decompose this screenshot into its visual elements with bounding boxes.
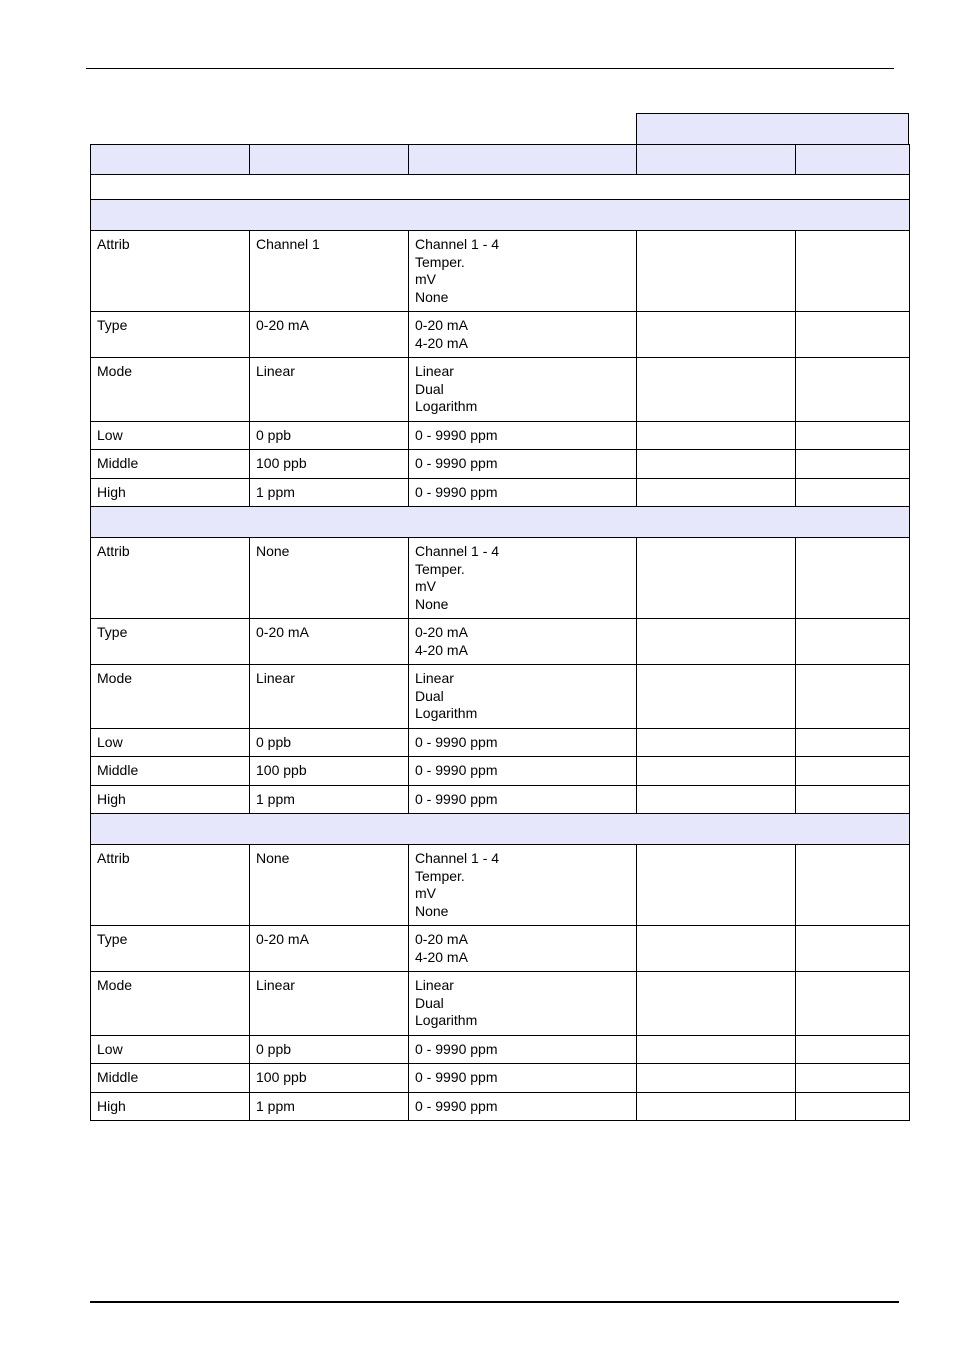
options-cell bbox=[409, 619, 637, 665]
parameter-cell: Type bbox=[91, 619, 250, 665]
options-cell bbox=[409, 785, 637, 814]
option-value: None bbox=[415, 595, 449, 612]
user-setting-cell-1 bbox=[637, 231, 796, 312]
column-header-user-1 bbox=[637, 145, 796, 175]
default-value-cell: None bbox=[250, 538, 409, 619]
options-cell bbox=[409, 450, 637, 479]
default-value-cell: Linear bbox=[250, 665, 409, 729]
option-value: mV bbox=[415, 885, 436, 901]
user-setting-cell-1 bbox=[637, 1092, 796, 1121]
parameter-cell: High bbox=[91, 1092, 250, 1121]
option-value: 0 - 9990 ppm bbox=[415, 1069, 498, 1085]
default-value-cell: Channel 1 bbox=[250, 231, 409, 312]
user-setting-cell-1 bbox=[637, 1064, 796, 1093]
option-value: Channel 1 - 4 bbox=[415, 236, 500, 252]
options-cell bbox=[409, 421, 637, 450]
table-row bbox=[91, 757, 910, 786]
output-section-header-row bbox=[91, 507, 910, 538]
default-value-cell: 1 ppm bbox=[250, 1092, 409, 1121]
option-value: Linear bbox=[415, 977, 454, 993]
user-setting-cell-2 bbox=[796, 1064, 910, 1093]
parameter-cell: Attrib bbox=[91, 538, 250, 619]
table-row bbox=[91, 1064, 910, 1093]
user-setting-cell-1 bbox=[637, 728, 796, 757]
parameter-cell: Low bbox=[91, 421, 250, 450]
parameter-cell: Middle bbox=[91, 1064, 250, 1093]
table-row bbox=[91, 450, 910, 479]
option-value: 4-20 mA bbox=[415, 948, 468, 965]
column-header-parameter bbox=[91, 145, 250, 175]
output-section-header-cell bbox=[91, 200, 910, 231]
default-value-cell: 1 ppm bbox=[250, 478, 409, 507]
output-section-header-row bbox=[91, 814, 910, 845]
settings-table bbox=[90, 144, 910, 1121]
options-cell bbox=[409, 1035, 637, 1064]
user-setting-cell-1 bbox=[637, 785, 796, 814]
output-section-header-cell bbox=[91, 814, 910, 845]
options-cell bbox=[409, 926, 637, 972]
default-value-cell: Linear bbox=[250, 358, 409, 422]
parameter-cell: Type bbox=[91, 926, 250, 972]
table-row bbox=[91, 231, 910, 312]
option-value: 4-20 mA bbox=[415, 641, 468, 658]
default-value-cell: 0 ppb bbox=[250, 728, 409, 757]
user-setting-cell-2 bbox=[796, 538, 910, 619]
option-value: Logarithm bbox=[415, 1012, 478, 1028]
option-value: Dual bbox=[415, 994, 444, 1011]
option-value: 0-20 mA bbox=[415, 317, 468, 333]
option-value: 0 - 9990 ppm bbox=[415, 426, 498, 443]
options-cell bbox=[409, 478, 637, 507]
settings-table-body bbox=[91, 145, 910, 1121]
option-value: mV bbox=[415, 271, 436, 287]
table-row bbox=[91, 926, 910, 972]
user-setting-cell-1 bbox=[637, 312, 796, 358]
user-setting-cell-2 bbox=[796, 450, 910, 479]
table-row bbox=[91, 478, 910, 507]
default-value-cell: 0 ppb bbox=[250, 1035, 409, 1064]
table-row bbox=[91, 358, 910, 422]
option-value: 0 - 9990 ppm bbox=[415, 790, 498, 807]
user-setting-cell-1 bbox=[637, 665, 796, 729]
table-row bbox=[91, 728, 910, 757]
options-cell bbox=[409, 1064, 637, 1093]
user-setting-cell-2 bbox=[796, 845, 910, 926]
table-row bbox=[91, 972, 910, 1036]
options-cell bbox=[409, 231, 637, 312]
option-value: 0-20 mA bbox=[415, 931, 468, 947]
option-value: mV bbox=[415, 578, 436, 594]
user-setting-cell-2 bbox=[796, 785, 910, 814]
table-row bbox=[91, 619, 910, 665]
user-setting-cell-2 bbox=[796, 231, 910, 312]
default-value-cell: 100 ppb bbox=[250, 1064, 409, 1093]
option-value: Temper. bbox=[415, 253, 465, 270]
option-value: 0-20 mA bbox=[415, 624, 468, 640]
user-setting-cell-2 bbox=[796, 358, 910, 422]
default-value-cell: 0 ppb bbox=[250, 421, 409, 450]
user-setting-cell-1 bbox=[637, 972, 796, 1036]
user-setting-cell-1 bbox=[637, 421, 796, 450]
options-cell bbox=[409, 972, 637, 1036]
options-cell bbox=[409, 538, 637, 619]
user-setting-cell-1 bbox=[637, 757, 796, 786]
option-value: Logarithm bbox=[415, 705, 478, 721]
user-setting-cell-2 bbox=[796, 421, 910, 450]
user-setting-cell-2 bbox=[796, 1035, 910, 1064]
options-cell bbox=[409, 1092, 637, 1121]
option-value: 0 - 9990 ppm bbox=[415, 733, 498, 750]
options-cell bbox=[409, 312, 637, 358]
user-setting-cell-2 bbox=[796, 478, 910, 507]
option-value: Channel 1 - 4 bbox=[415, 850, 500, 866]
user-setting-cell-1 bbox=[637, 845, 796, 926]
options-cell bbox=[409, 665, 637, 729]
parameter-cell: Mode bbox=[91, 972, 250, 1036]
option-value: Logarithm bbox=[415, 398, 478, 414]
option-value: Temper. bbox=[415, 560, 465, 577]
user-setting-cell-1 bbox=[637, 358, 796, 422]
default-value-cell: None bbox=[250, 845, 409, 926]
option-value: None bbox=[415, 288, 449, 305]
output-section-header-cell bbox=[91, 507, 910, 538]
option-value: 0 - 9990 ppm bbox=[415, 1040, 498, 1057]
user-setting-cell-1 bbox=[637, 538, 796, 619]
default-value-cell: 0-20 mA bbox=[250, 926, 409, 972]
column-header-user-2 bbox=[796, 145, 910, 175]
parameter-cell: High bbox=[91, 478, 250, 507]
table-row bbox=[91, 665, 910, 729]
user-settings-header-cell bbox=[636, 113, 909, 145]
column-header-options bbox=[409, 145, 637, 175]
user-setting-cell-1 bbox=[637, 450, 796, 479]
option-value: 0 - 9990 ppm bbox=[415, 483, 498, 500]
option-value: Channel 1 - 4 bbox=[415, 543, 500, 559]
user-setting-cell-2 bbox=[796, 312, 910, 358]
option-value: Dual bbox=[415, 380, 444, 397]
table-row bbox=[91, 421, 910, 450]
default-value-cell: 100 ppb bbox=[250, 450, 409, 479]
user-setting-cell-1 bbox=[637, 1035, 796, 1064]
parameter-cell: Low bbox=[91, 1035, 250, 1064]
options-cell bbox=[409, 845, 637, 926]
parameter-cell: Middle bbox=[91, 450, 250, 479]
user-setting-cell-2 bbox=[796, 926, 910, 972]
default-value-cell: 0-20 mA bbox=[250, 312, 409, 358]
user-setting-cell-2 bbox=[796, 728, 910, 757]
parameter-cell: Type bbox=[91, 312, 250, 358]
user-setting-cell-2 bbox=[796, 1092, 910, 1121]
option-value: 0 - 9990 ppm bbox=[415, 762, 498, 778]
user-setting-cell-2 bbox=[796, 665, 910, 729]
option-value: Dual bbox=[415, 687, 444, 704]
parameter-cell: Mode bbox=[91, 358, 250, 422]
default-value-cell: Linear bbox=[250, 972, 409, 1036]
default-value-cell: 1 ppm bbox=[250, 785, 409, 814]
user-setting-cell-2 bbox=[796, 972, 910, 1036]
option-value: Linear bbox=[415, 363, 454, 379]
parameter-cell: Attrib bbox=[91, 231, 250, 312]
options-cell bbox=[409, 728, 637, 757]
option-value: 4-20 mA bbox=[415, 334, 468, 351]
table-row bbox=[91, 312, 910, 358]
user-setting-cell-1 bbox=[637, 478, 796, 507]
option-value: Linear bbox=[415, 670, 454, 686]
option-value: 0 - 9990 ppm bbox=[415, 455, 498, 471]
table-row bbox=[91, 538, 910, 619]
menu-title-row bbox=[91, 175, 910, 200]
header-rule bbox=[86, 68, 894, 69]
user-setting-cell-2 bbox=[796, 619, 910, 665]
options-cell bbox=[409, 358, 637, 422]
menu-title-cell bbox=[91, 175, 910, 200]
user-setting-cell-1 bbox=[637, 926, 796, 972]
table-row bbox=[91, 845, 910, 926]
parameter-cell: High bbox=[91, 785, 250, 814]
user-setting-cell-1 bbox=[637, 619, 796, 665]
default-value-cell: 100 ppb bbox=[250, 757, 409, 786]
option-value: Temper. bbox=[415, 867, 465, 884]
default-value-cell: 0-20 mA bbox=[250, 619, 409, 665]
table-row bbox=[91, 1035, 910, 1064]
column-header-row bbox=[91, 145, 910, 175]
user-setting-cell-2 bbox=[796, 757, 910, 786]
parameter-cell: Attrib bbox=[91, 845, 250, 926]
footer-rule bbox=[90, 1301, 899, 1303]
table-row bbox=[91, 1092, 910, 1121]
option-value: 0 - 9990 ppm bbox=[415, 1097, 498, 1114]
option-value: None bbox=[415, 902, 449, 919]
parameter-cell: Middle bbox=[91, 757, 250, 786]
parameter-cell: Low bbox=[91, 728, 250, 757]
column-header-default bbox=[250, 145, 409, 175]
parameter-cell: Mode bbox=[91, 665, 250, 729]
options-cell bbox=[409, 757, 637, 786]
output-section-header-row bbox=[91, 200, 910, 231]
table-row bbox=[91, 785, 910, 814]
